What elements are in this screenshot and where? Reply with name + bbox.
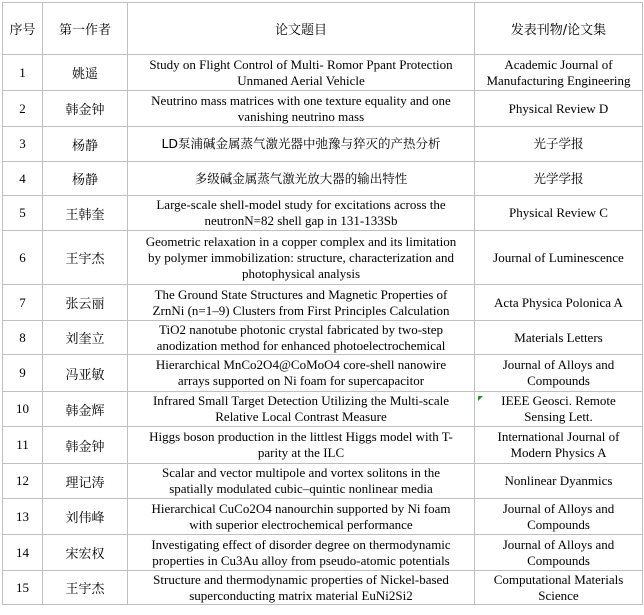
cell-num: 7 [3, 285, 43, 321]
title-line: properties in Cu3Au alloy from pseudo-atomic potentials [152, 552, 450, 568]
title-line: photophysical analysis [241, 265, 361, 281]
table-row [3, 196, 643, 231]
cell-title [128, 355, 475, 392]
cell-num: 4 [3, 162, 43, 196]
cell-num: 3 [3, 127, 43, 162]
cell-author: 刘奎立 [43, 321, 128, 355]
cell-journal [475, 464, 643, 499]
cell-num: 2 [3, 91, 43, 127]
journal-line: Academic Journal of [504, 56, 613, 72]
cell-num: 8 [3, 321, 43, 355]
journal-line: Compounds [527, 516, 590, 532]
cell-num: 11 [3, 427, 43, 464]
journal-line: 光子学报 [533, 136, 584, 151]
title-line: Structure and thermodynamic properties of Nickel-based [153, 571, 449, 587]
cell-title [128, 127, 475, 162]
table-row [3, 427, 643, 464]
journal-line: 光学学报 [533, 170, 584, 186]
title-line: Higgs boson production in the littlest Higgs model with T- [149, 429, 453, 444]
cell-title [128, 427, 475, 464]
cell-comment-marker [478, 396, 483, 401]
cell-num: 6 [3, 231, 43, 285]
title-line: Large-scale shell-model study for excitations across the [156, 197, 446, 212]
table-row [3, 535, 643, 571]
journal-line: Sensing Lett. [524, 409, 593, 424]
table-row [3, 91, 643, 127]
cell-journal [475, 55, 643, 91]
header-row [3, 3, 643, 55]
title-line: with superior electrochemical performance [189, 516, 413, 532]
journal-line: Compounds [527, 552, 590, 568]
title-line: by polymer immobilization: structure, characterization and [147, 249, 455, 265]
title-line: Geometric relaxation in a copper complex and its limitation [145, 233, 457, 249]
table-row [3, 55, 643, 91]
journal-line: Modern Physics A [510, 445, 607, 460]
cell-title [128, 55, 475, 91]
cell-title [128, 285, 475, 321]
title-line: neutronN=82 shell gap in 131-133Sb [204, 213, 398, 228]
cell-title [128, 162, 475, 196]
title-line: Study on Flight Control of Multi- Romor Ppant Protection [149, 56, 453, 72]
cell-num: 13 [3, 499, 43, 535]
cell-journal [475, 427, 643, 464]
cell-author: 杨静 [43, 127, 128, 162]
journal-line: Compounds [527, 373, 590, 388]
title-line: The Ground State Structures and Magnetic Properties of [154, 286, 448, 302]
cell-title [128, 535, 475, 571]
title-line: Hierarchical MnCo2O4@CoMoO4 core-shell nanowire [155, 357, 447, 372]
title-line: vanishing neutrino mass [237, 108, 365, 124]
title-line: Unmaned Aerial Vehicle [237, 72, 365, 88]
table-row [3, 499, 643, 535]
cell-journal [475, 285, 643, 321]
cell-author: 王宇杰 [43, 571, 128, 605]
cell-title [128, 231, 475, 285]
cell-title [128, 464, 475, 499]
cell-num: 1 [3, 55, 43, 91]
cell-journal [475, 162, 643, 196]
cell-title [128, 321, 475, 355]
journal-line: Nonlinear Dyanmics [504, 473, 613, 488]
cell-num: 15 [3, 571, 43, 605]
title-line: Neutrino mass matrices with one texture equality and one [151, 92, 451, 108]
cell-title [128, 571, 475, 605]
journal-line: Computational Materials [493, 571, 624, 587]
title-line: 多级碱金属蒸气激光放大器的输出特性 [194, 170, 408, 186]
journal-line: International Journal of [497, 429, 620, 444]
papers-table [2, 2, 643, 605]
journal-line: Manufacturing Engineering [486, 72, 631, 88]
header-title: 论文题目 [128, 3, 475, 55]
journal-line: Acta Physica Polonica A [494, 294, 623, 310]
cell-author: 韩金辉 [43, 392, 128, 427]
title-line: LD泵浦碱金属蒸气激光器中弛豫与猝灭的产热分析 [161, 136, 441, 151]
cell-title [128, 392, 475, 427]
journal-line: Materials Letters [514, 329, 603, 345]
journal-line: IEEE Geosci. Remote [501, 393, 616, 408]
journal-line: Science [538, 587, 579, 603]
table-row [3, 571, 643, 605]
cell-author: 杨静 [43, 162, 128, 196]
cell-title [128, 91, 475, 127]
cell-title [128, 499, 475, 535]
table-row [3, 355, 643, 392]
cell-author: 姚遥 [43, 55, 128, 91]
cell-title [128, 196, 475, 231]
cell-num: 10 [3, 392, 43, 427]
cell-author: 王韩奎 [43, 196, 128, 231]
cell-author: 张云丽 [43, 285, 128, 321]
cell-journal [475, 355, 643, 392]
journal-line: Physical Review C [509, 205, 608, 220]
title-line: Scalar and vector multipole and vortex solitons in the [162, 465, 440, 480]
cell-journal [475, 499, 643, 535]
cell-journal [475, 535, 643, 571]
title-line: Relative Local Contrast Measure [215, 409, 387, 424]
header-journal: 发表刊物/论文集 [475, 3, 643, 55]
table-row [3, 464, 643, 499]
cell-author: 冯亚敏 [43, 355, 128, 392]
header-author: 第一作者 [43, 3, 128, 55]
journal-line: Journal of Alloys and [502, 357, 615, 372]
table-body [3, 55, 643, 605]
header-num: 序号 [3, 3, 43, 55]
cell-num: 14 [3, 535, 43, 571]
cell-num: 5 [3, 196, 43, 231]
journal-line: Journal of Alloys and [502, 500, 615, 516]
title-line: parity at the ILC [257, 445, 345, 460]
cell-num: 9 [3, 355, 43, 392]
journal-line: Physical Review D [508, 100, 609, 116]
cell-journal [475, 91, 643, 127]
table-row [3, 392, 643, 427]
title-line: Infrared Small Target Detection Utilizing the Multi-scale [152, 393, 450, 408]
table-row [3, 127, 643, 162]
cell-author: 刘伟峰 [43, 499, 128, 535]
title-line: arrays supported on Ni foam for supercapacitor [177, 373, 425, 388]
title-line: superconducting matrix material EuNi2Si2 [189, 587, 413, 603]
cell-author: 韩金钟 [43, 91, 128, 127]
cell-author: 王宇杰 [43, 231, 128, 285]
cell-journal [475, 392, 643, 427]
table-row [3, 162, 643, 196]
title-line: Hierarchical CuCo2O4 nanourchin supported by Ni foam [151, 500, 451, 516]
title-line: Investigating effect of disorder degree on thermodynamic [151, 536, 451, 552]
table-row [3, 321, 643, 355]
cell-journal [475, 231, 643, 285]
title-line: spatially modulated cubic–quintic nonlinear media [169, 481, 433, 496]
journal-line: Journal of Luminescence [493, 249, 624, 265]
title-line: ZrnNi (n=1–9) Clusters from First Principles Calculation [152, 302, 450, 318]
table-row [3, 285, 643, 321]
cell-num: 12 [3, 464, 43, 499]
table-row [3, 231, 643, 285]
cell-journal [475, 127, 643, 162]
title-line: TiO2 nanotube photonic crystal fabricated by two-step [158, 321, 443, 337]
journal-line: Journal of Alloys and [502, 536, 615, 552]
cell-author: 宋宏权 [43, 535, 128, 571]
cell-journal [475, 321, 643, 355]
cell-author: 理记涛 [43, 464, 128, 499]
cell-journal [475, 196, 643, 231]
cell-journal [475, 571, 643, 605]
title-line: anodization method for enhanced photoelectrochemical [156, 337, 446, 353]
cell-author: 韩金钟 [43, 427, 128, 464]
